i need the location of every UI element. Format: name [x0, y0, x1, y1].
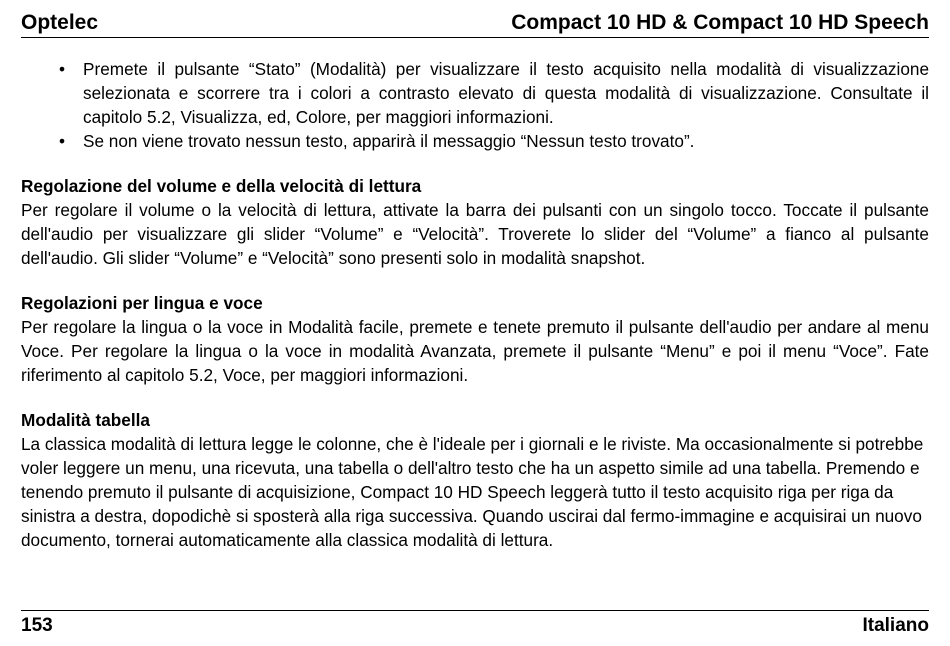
list-item [21, 57, 929, 129]
bullet-text: Premete il pulsante “Stato” (Modalità) per visualizzare il testo acquisito nella modalità di visualizzazione selezionata e scorrere tra i colori a contrasto elevato di questa modalità di visualizzazione. Consultate il capitolo 5.2, Visualizza, ed, Colore, per maggiori informazioni. [83, 59, 929, 127]
page-header [21, 6, 929, 38]
bullet-icon: • [59, 131, 66, 151]
section-volume-speed [21, 174, 929, 270]
section-heading: Regolazione del volume e della velocità di lettura [21, 176, 422, 196]
section-language-voice [21, 291, 929, 387]
header-product-title: Compact 10 HD & Compact 10 HD Speech [511, 11, 929, 34]
page-content [21, 57, 929, 573]
bullet-text: Se non viene trovato nessun testo, apparirà il messaggio “Nessun testo trovato”. [83, 131, 695, 151]
section-heading: Modalità tabella [21, 410, 150, 430]
list-item [21, 129, 929, 153]
bullet-list [21, 57, 929, 153]
page-number: 153 [21, 615, 53, 636]
bullet-icon: • [59, 59, 66, 79]
section-body: Per regolare il volume o la velocità di lettura, attivate la barra dei pulsanti con un singolo tocco. Toccate il pulsante dell'audio per visualizzare gli slider “Volume” e “Velocità”. Troverete lo slider del “Volume” a fianco al pulsante dell'audio. Gli slider “Volume” e “Velocità” sono presenti solo in modalità snapshot. [21, 200, 929, 268]
header-brand: Optelec [21, 11, 99, 34]
section-body: La classica modalità di lettura legge le colonne, che è l'ideale per i giornali e le riviste. Ma occasionalmente si potrebbe voler leggere un menu, una ricevuta, una tabella o dell'altro testo che ha un aspetto simile ad una tabella. Premendo e tenendo premuto il pulsante di acquisizione, Compact 10 HD Speech leggerà tutto il testo acquisito riga per riga da sinistra a destra, dopodichè si sposterà alla riga successiva. Quando uscirai dal fermo-immagine e acquisirai un nuovo documento, tornerai automaticamente alla classica modalità di lettura. [21, 434, 924, 550]
footer-language: Italiano [862, 615, 929, 636]
section-body: Per regolare la lingua o la voce in Modalità facile, premete e tenete premuto il pulsante dell'audio per andare al menu Voce. Per regolare la lingua o la voce in modalità Avanzata, premete il pulsante “Menu” e poi il menu “Voce”. Fate riferimento al capitolo 5.2, Voce, per maggiori informazioni. [21, 317, 929, 385]
page-footer [21, 610, 929, 637]
document-page [21, 0, 929, 646]
section-heading: Regolazioni per lingua e voce [21, 293, 263, 313]
section-table-mode [21, 408, 929, 552]
